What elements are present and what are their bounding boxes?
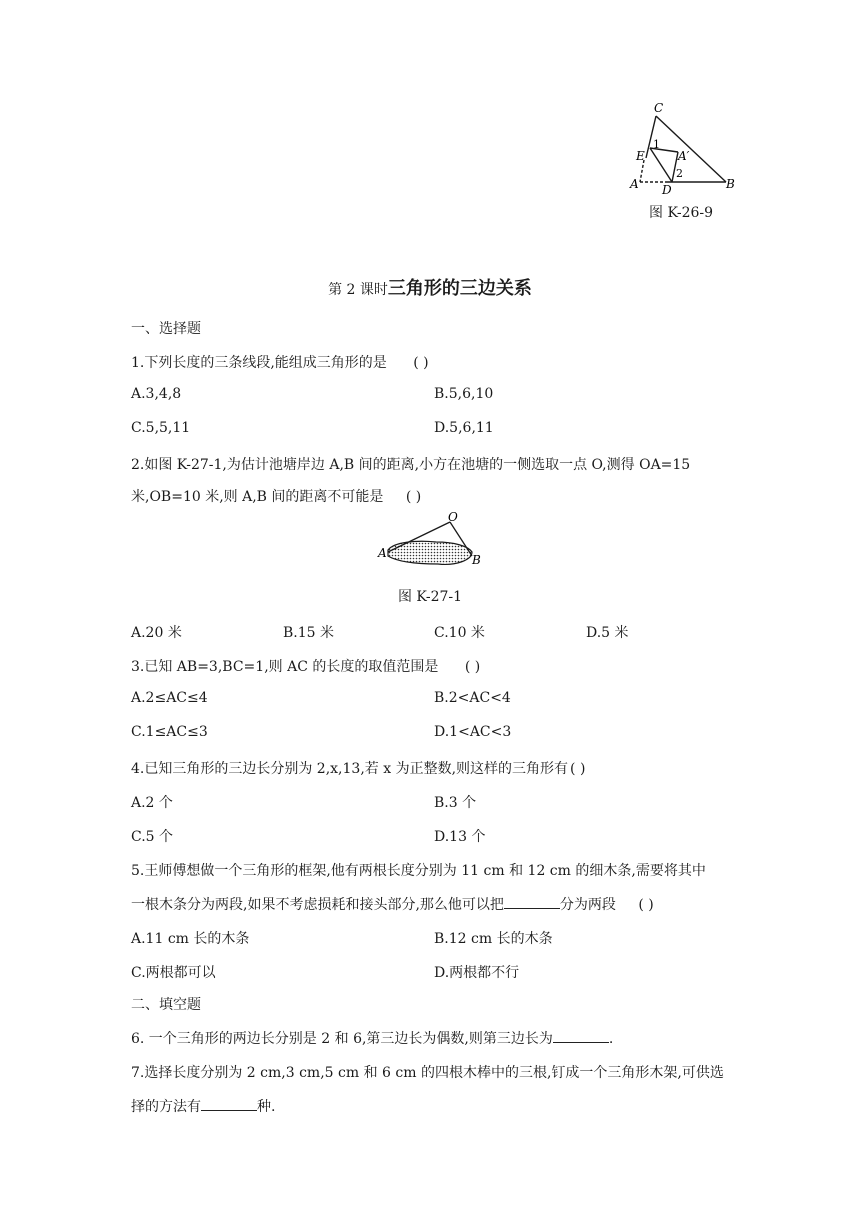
q1-option-c: C.5,5,11 <box>131 420 191 436</box>
q1-option-d: D.5,6,11 <box>434 420 494 436</box>
question-5-stem-after: 分为两段 <box>559 897 616 913</box>
label-b: B <box>726 177 735 191</box>
question-2-paren: ( ) <box>405 489 422 505</box>
pond-label-a: A <box>378 546 387 560</box>
q5-option-c: C.两根都可以 <box>131 965 216 981</box>
question-5-line-1: 5.王师傅想做一个三角形的框架,他有两根长度分别为 11 cm 和 12 cm 的细木条,需要将其中 <box>131 863 706 879</box>
pond-label-b: B <box>472 553 481 567</box>
q3-option-d: D.1<AC<3 <box>434 724 512 740</box>
q5-option-a: A.11 cm 长的木条 <box>131 931 250 947</box>
pond-figure <box>376 512 484 572</box>
lesson-heading: 三角形的三边关系 <box>387 278 532 299</box>
triangle-fold-figure <box>626 100 746 196</box>
question-5-stem-before: 一根木条分为两段,如果不考虑损耗和接头部分,那么他可以把 <box>131 897 504 913</box>
q1-option-b: B.5,6,10 <box>434 386 494 402</box>
question-7-stem-before: 择的方法有 <box>131 1099 201 1115</box>
question-5-line-2 <box>131 894 654 914</box>
q4-option-b: B.3 个 <box>434 795 477 811</box>
question-6-stem: 6. 一个三角形的两边长分别是 2 和 6,第三边长为偶数,则第三边长为 <box>131 1031 553 1047</box>
q4-option-c: C.5 个 <box>131 829 174 845</box>
question-7-stem-after: 种. <box>257 1099 276 1115</box>
q5-option-b: B.12 cm 长的木条 <box>434 931 553 947</box>
question-3-paren: ( ) <box>464 659 481 675</box>
question-2-line-2 <box>131 486 421 506</box>
question-4-stem: 4.已知三角形的三边长分别为 2,x,13,若 x 为正整数,则这样的三角形有 <box>131 761 569 777</box>
q5-option-d: D.两根都不行 <box>434 965 520 981</box>
pond-label-o: O <box>448 512 458 524</box>
label-angle-1: 1 <box>653 138 660 151</box>
lesson-period: 第 2 课时 <box>328 282 388 298</box>
q3-option-c: C.1≤AC≤3 <box>131 724 208 740</box>
question-1-stem: 1.下列长度的三条线段,能组成三角形的是 <box>131 355 387 371</box>
section-choice-heading: 一、选择题 <box>131 321 201 337</box>
question-7-blank[interactable] <box>201 1096 257 1111</box>
q2-option-c: C.10 米 <box>434 625 485 641</box>
q4-option-a: A.2 个 <box>131 795 173 811</box>
question-5-paren: ( ) <box>638 897 654 913</box>
label-c: C <box>654 101 664 115</box>
question-4-paren: ( ) <box>570 761 586 777</box>
question-6 <box>131 1028 613 1048</box>
question-4 <box>131 758 585 778</box>
q2-option-b: B.15 米 <box>283 625 335 641</box>
q4-option-d: D.13 个 <box>434 829 486 845</box>
figure-caption-k27-1: 图 K-27-1 <box>397 589 463 605</box>
question-7-line-2 <box>131 1096 275 1116</box>
question-7-line-1: 7.选择长度分别为 2 cm,3 cm,5 cm 和 6 cm 的四根木棒中的三根,钉成一个三角形木架,可供选 <box>131 1065 724 1081</box>
question-2-stem-end: 米,OB=10 米,则 A,B 间的距离不可能是 <box>131 489 384 505</box>
question-3-stem: 3.已知 AB=3,BC=1,则 AC 的长度的取值范围是 <box>131 659 439 675</box>
q1-option-a: A.3,4,8 <box>131 386 182 402</box>
label-angle-2: 2 <box>676 167 683 180</box>
question-3 <box>131 656 480 676</box>
section-fill-heading: 二、填空题 <box>131 997 201 1013</box>
question-1 <box>131 352 429 372</box>
label-a: A <box>630 177 639 191</box>
label-e: E <box>636 149 645 163</box>
question-6-blank[interactable] <box>553 1028 609 1043</box>
q3-option-b: B.2<AC<4 <box>434 690 511 706</box>
q3-option-a: A.2≤AC≤4 <box>131 690 208 706</box>
label-d: D <box>662 183 672 196</box>
figure-caption-k26-9: 图 K-26-9 <box>649 205 714 221</box>
q2-option-d: D.5 米 <box>586 625 629 641</box>
lesson-title <box>0 274 860 300</box>
label-a-prime: A′ <box>678 149 690 163</box>
q2-option-a: A.20 米 <box>131 625 182 641</box>
question-5-blank[interactable] <box>504 894 560 909</box>
question-6-end: . <box>608 1031 614 1047</box>
question-2-line-1: 2.如图 K-27-1,为估计池塘岸边 A,B 间的距离,小方在池塘的一侧选取一点 O,测得 OA=15 <box>131 457 691 473</box>
question-1-paren: ( ) <box>413 355 429 371</box>
